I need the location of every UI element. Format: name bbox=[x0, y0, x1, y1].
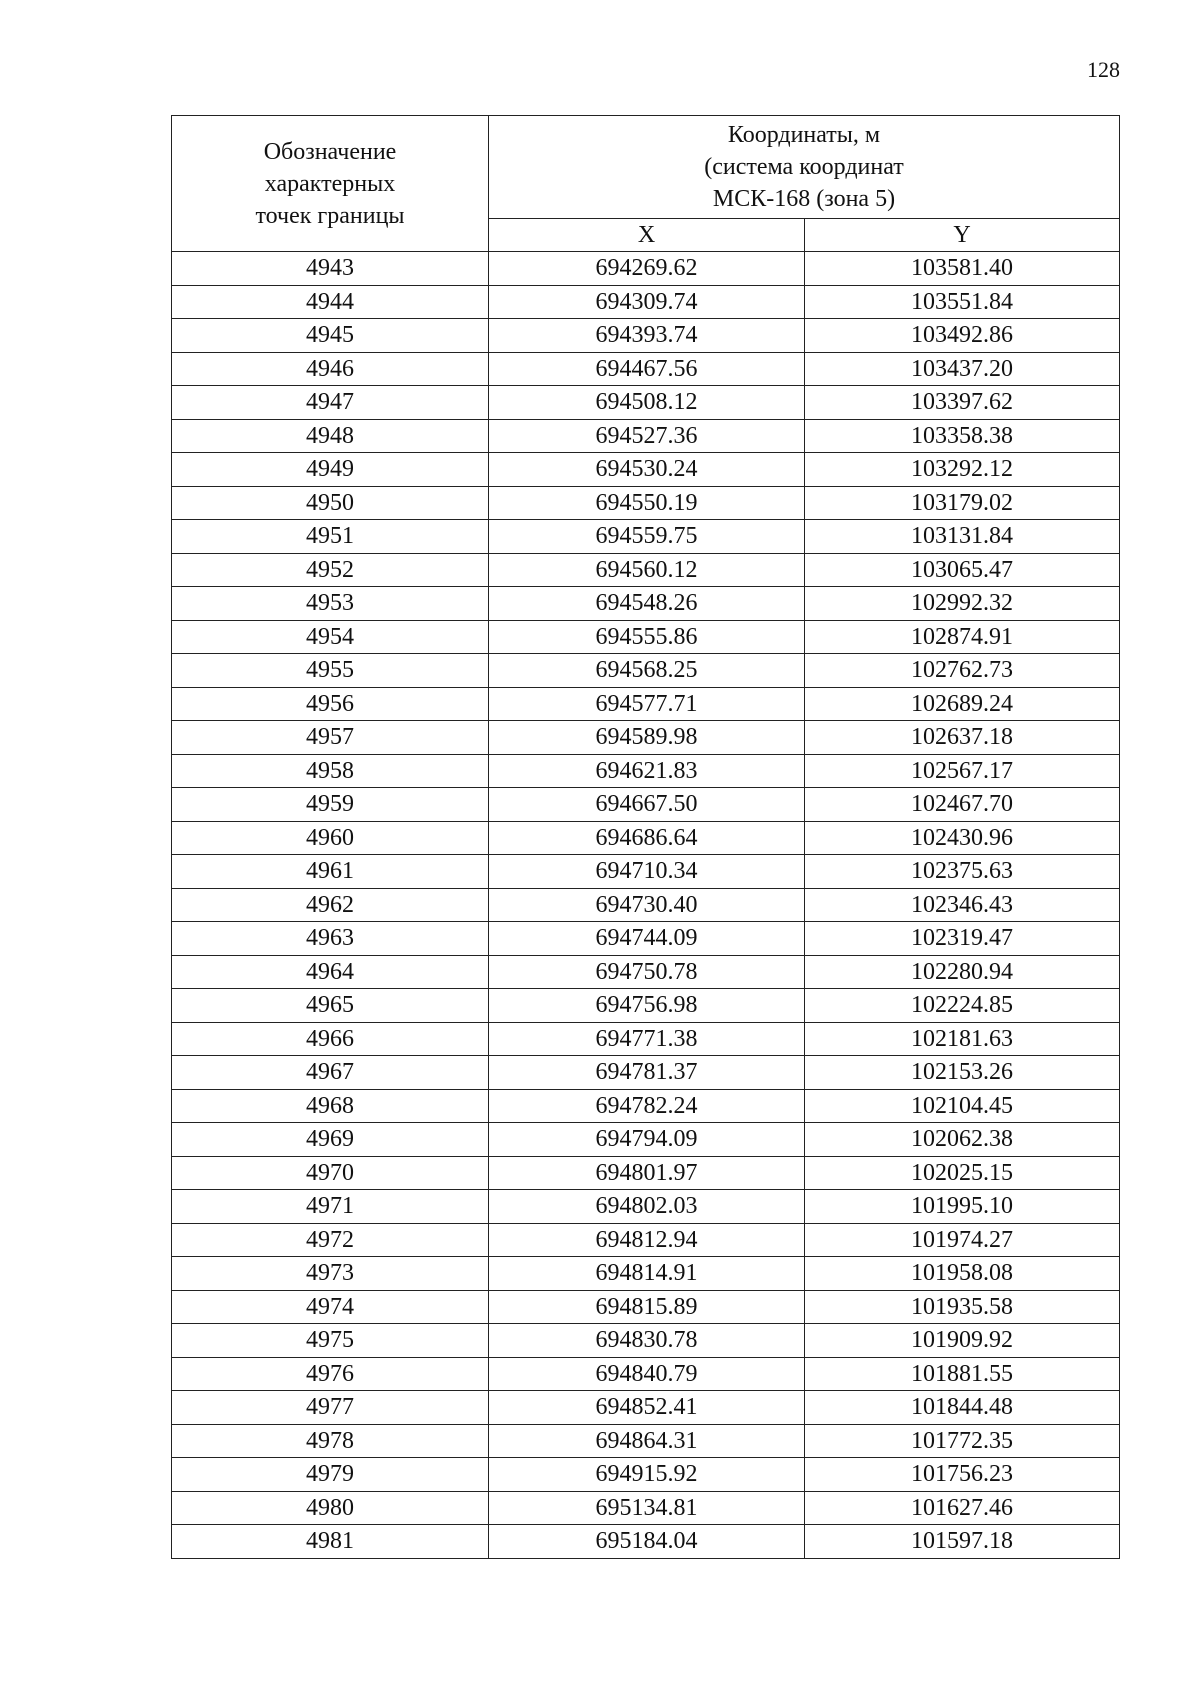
point-cell: 4951 bbox=[172, 520, 489, 554]
x-coordinate-cell: 694802.03 bbox=[489, 1190, 805, 1224]
table-row bbox=[172, 1257, 1120, 1291]
point-header-line: точек границы bbox=[255, 202, 405, 229]
table-row bbox=[172, 1223, 1120, 1257]
x-coordinate-cell: 694667.50 bbox=[489, 788, 805, 822]
table-row bbox=[172, 888, 1120, 922]
y-coordinate-cell: 103179.02 bbox=[805, 486, 1120, 520]
table-row bbox=[172, 754, 1120, 788]
y-coordinate-cell: 101844.48 bbox=[805, 1391, 1120, 1425]
x-coordinate-cell: 694756.98 bbox=[489, 989, 805, 1023]
x-coordinate-cell: 694840.79 bbox=[489, 1357, 805, 1391]
x-coordinate-cell: 694864.31 bbox=[489, 1424, 805, 1458]
x-coordinate-cell: 694467.56 bbox=[489, 352, 805, 386]
point-cell: 4980 bbox=[172, 1491, 489, 1525]
y-coordinate-cell: 103581.40 bbox=[805, 252, 1120, 286]
y-coordinate-cell: 102153.26 bbox=[805, 1056, 1120, 1090]
point-cell: 4955 bbox=[172, 654, 489, 688]
table-row bbox=[172, 1290, 1120, 1324]
table-row bbox=[172, 486, 1120, 520]
y-coordinate-cell: 101881.55 bbox=[805, 1357, 1120, 1391]
x-coordinate-cell: 694527.36 bbox=[489, 419, 805, 453]
y-coordinate-cell: 102181.63 bbox=[805, 1022, 1120, 1056]
y-coordinate-cell: 103358.38 bbox=[805, 419, 1120, 453]
y-coordinate-cell: 102874.91 bbox=[805, 620, 1120, 654]
table-header bbox=[172, 116, 1120, 252]
table-row bbox=[172, 721, 1120, 755]
x-coordinate-cell: 694559.75 bbox=[489, 520, 805, 554]
x-coordinate-cell: 694710.34 bbox=[489, 855, 805, 889]
point-cell: 4957 bbox=[172, 721, 489, 755]
y-coordinate-cell: 101995.10 bbox=[805, 1190, 1120, 1224]
x-coordinate-cell: 695134.81 bbox=[489, 1491, 805, 1525]
y-column-header: Y bbox=[805, 219, 1120, 252]
point-cell: 4975 bbox=[172, 1324, 489, 1358]
coords-header-line: МСК-168 (зона 5) bbox=[712, 186, 896, 212]
point-cell: 4960 bbox=[172, 821, 489, 855]
y-coordinate-cell: 103551.84 bbox=[805, 285, 1120, 319]
x-column-header: X bbox=[489, 219, 805, 252]
x-coordinate-cell: 694589.98 bbox=[489, 721, 805, 755]
point-header-line: характерных bbox=[264, 170, 396, 197]
table-row bbox=[172, 1190, 1120, 1224]
coordinates-table bbox=[171, 115, 1120, 1559]
y-coordinate-cell: 103437.20 bbox=[805, 352, 1120, 386]
table-row bbox=[172, 520, 1120, 554]
table-row bbox=[172, 352, 1120, 386]
point-cell: 4947 bbox=[172, 386, 489, 420]
table-row bbox=[172, 453, 1120, 487]
table-row bbox=[172, 1056, 1120, 1090]
y-coordinate-cell: 102346.43 bbox=[805, 888, 1120, 922]
point-cell: 4952 bbox=[172, 553, 489, 587]
table-row bbox=[172, 319, 1120, 353]
point-cell: 4954 bbox=[172, 620, 489, 654]
y-coordinate-cell: 102467.70 bbox=[805, 788, 1120, 822]
y-coordinate-cell: 102319.47 bbox=[805, 922, 1120, 956]
point-cell: 4970 bbox=[172, 1156, 489, 1190]
point-cell: 4977 bbox=[172, 1391, 489, 1425]
coords-header-line: Координаты, м bbox=[727, 122, 881, 148]
x-coordinate-cell: 694550.19 bbox=[489, 486, 805, 520]
table-row bbox=[172, 553, 1120, 587]
point-cell: 4974 bbox=[172, 1290, 489, 1324]
point-cell: 4959 bbox=[172, 788, 489, 822]
table-row bbox=[172, 252, 1120, 286]
table-row bbox=[172, 1424, 1120, 1458]
point-designation-header bbox=[172, 116, 489, 252]
point-cell: 4964 bbox=[172, 955, 489, 989]
x-coordinate-cell: 694794.09 bbox=[489, 1123, 805, 1157]
y-coordinate-cell: 101597.18 bbox=[805, 1525, 1120, 1559]
table-row bbox=[172, 1123, 1120, 1157]
x-coordinate-cell: 694781.37 bbox=[489, 1056, 805, 1090]
y-coordinate-cell: 103131.84 bbox=[805, 520, 1120, 554]
y-coordinate-cell: 103065.47 bbox=[805, 553, 1120, 587]
y-coordinate-cell: 102689.24 bbox=[805, 687, 1120, 721]
point-cell: 4969 bbox=[172, 1123, 489, 1157]
y-coordinate-cell: 102762.73 bbox=[805, 654, 1120, 688]
x-coordinate-cell: 695184.04 bbox=[489, 1525, 805, 1559]
x-coordinate-cell: 694560.12 bbox=[489, 553, 805, 587]
y-coordinate-cell: 103492.86 bbox=[805, 319, 1120, 353]
y-coordinate-cell: 102567.17 bbox=[805, 754, 1120, 788]
y-coordinate-cell: 102280.94 bbox=[805, 955, 1120, 989]
point-cell: 4950 bbox=[172, 486, 489, 520]
point-cell: 4956 bbox=[172, 687, 489, 721]
x-coordinate-cell: 694730.40 bbox=[489, 888, 805, 922]
point-cell: 4946 bbox=[172, 352, 489, 386]
y-coordinate-cell: 103292.12 bbox=[805, 453, 1120, 487]
point-cell: 4943 bbox=[172, 252, 489, 286]
y-coordinate-cell: 101935.58 bbox=[805, 1290, 1120, 1324]
x-coordinate-cell: 694915.92 bbox=[489, 1458, 805, 1492]
x-coordinate-cell: 694568.25 bbox=[489, 654, 805, 688]
table-row bbox=[172, 654, 1120, 688]
x-coordinate-cell: 694801.97 bbox=[489, 1156, 805, 1190]
y-coordinate-cell: 101958.08 bbox=[805, 1257, 1120, 1291]
x-coordinate-cell: 694830.78 bbox=[489, 1324, 805, 1358]
point-cell: 4953 bbox=[172, 587, 489, 621]
y-coordinate-cell: 102430.96 bbox=[805, 821, 1120, 855]
table-row bbox=[172, 855, 1120, 889]
table-row bbox=[172, 587, 1120, 621]
table-row bbox=[172, 788, 1120, 822]
table-row bbox=[172, 1022, 1120, 1056]
table-row bbox=[172, 1357, 1120, 1391]
x-coordinate-cell: 694782.24 bbox=[489, 1089, 805, 1123]
table-row bbox=[172, 1156, 1120, 1190]
table-row bbox=[172, 989, 1120, 1023]
x-coordinate-cell: 694750.78 bbox=[489, 955, 805, 989]
point-cell: 4945 bbox=[172, 319, 489, 353]
x-coordinate-cell: 694771.38 bbox=[489, 1022, 805, 1056]
point-cell: 4961 bbox=[172, 855, 489, 889]
point-cell: 4973 bbox=[172, 1257, 489, 1291]
y-coordinate-cell: 103397.62 bbox=[805, 386, 1120, 420]
table-row bbox=[172, 419, 1120, 453]
table-row bbox=[172, 1525, 1120, 1559]
y-coordinate-cell: 102992.32 bbox=[805, 587, 1120, 621]
table-body bbox=[172, 252, 1120, 1559]
point-cell: 4965 bbox=[172, 989, 489, 1023]
y-coordinate-cell: 101974.27 bbox=[805, 1223, 1120, 1257]
table-row bbox=[172, 620, 1120, 654]
x-coordinate-cell: 694686.64 bbox=[489, 821, 805, 855]
table-row bbox=[172, 687, 1120, 721]
x-coordinate-cell: 694269.62 bbox=[489, 252, 805, 286]
x-coordinate-cell: 694621.83 bbox=[489, 754, 805, 788]
point-cell: 4981 bbox=[172, 1525, 489, 1559]
x-coordinate-cell: 694555.86 bbox=[489, 620, 805, 654]
y-coordinate-cell: 102224.85 bbox=[805, 989, 1120, 1023]
y-coordinate-cell: 102637.18 bbox=[805, 721, 1120, 755]
table-row bbox=[172, 1458, 1120, 1492]
table-row bbox=[172, 955, 1120, 989]
y-coordinate-cell: 102104.45 bbox=[805, 1089, 1120, 1123]
point-cell: 4944 bbox=[172, 285, 489, 319]
point-header-line: Обозначение bbox=[263, 138, 397, 165]
point-cell: 4971 bbox=[172, 1190, 489, 1224]
x-coordinate-cell: 694530.24 bbox=[489, 453, 805, 487]
point-cell: 4966 bbox=[172, 1022, 489, 1056]
page-number: 128 bbox=[1087, 57, 1120, 82]
y-coordinate-cell: 102025.15 bbox=[805, 1156, 1120, 1190]
point-cell: 4978 bbox=[172, 1424, 489, 1458]
table-row bbox=[172, 1089, 1120, 1123]
x-coordinate-cell: 694508.12 bbox=[489, 386, 805, 420]
point-cell: 4967 bbox=[172, 1056, 489, 1090]
y-coordinate-cell: 101627.46 bbox=[805, 1491, 1120, 1525]
point-cell: 4962 bbox=[172, 888, 489, 922]
table-row bbox=[172, 1491, 1120, 1525]
point-cell: 4979 bbox=[172, 1458, 489, 1492]
x-coordinate-cell: 694852.41 bbox=[489, 1391, 805, 1425]
point-cell: 4963 bbox=[172, 922, 489, 956]
y-coordinate-cell: 102375.63 bbox=[805, 855, 1120, 889]
y-coordinate-cell: 101756.23 bbox=[805, 1458, 1120, 1492]
point-cell: 4949 bbox=[172, 453, 489, 487]
x-coordinate-cell: 694577.71 bbox=[489, 687, 805, 721]
x-coordinate-cell: 694393.74 bbox=[489, 319, 805, 353]
x-coordinate-cell: 694309.74 bbox=[489, 285, 805, 319]
table-row bbox=[172, 1324, 1120, 1358]
table-row bbox=[172, 386, 1120, 420]
table-row bbox=[172, 922, 1120, 956]
x-coordinate-cell: 694812.94 bbox=[489, 1223, 805, 1257]
table-row bbox=[172, 821, 1120, 855]
point-cell: 4972 bbox=[172, 1223, 489, 1257]
coordinates-header bbox=[489, 116, 1120, 219]
y-coordinate-cell: 102062.38 bbox=[805, 1123, 1120, 1157]
table-row bbox=[172, 1391, 1120, 1425]
x-coordinate-cell: 694548.26 bbox=[489, 587, 805, 621]
x-coordinate-cell: 694814.91 bbox=[489, 1257, 805, 1291]
x-coordinate-cell: 694815.89 bbox=[489, 1290, 805, 1324]
point-cell: 4968 bbox=[172, 1089, 489, 1123]
point-cell: 4958 bbox=[172, 754, 489, 788]
x-coordinate-cell: 694744.09 bbox=[489, 922, 805, 956]
table-row bbox=[172, 285, 1120, 319]
y-coordinate-cell: 101909.92 bbox=[805, 1324, 1120, 1358]
point-cell: 4948 bbox=[172, 419, 489, 453]
coords-header-line: (система координат bbox=[704, 154, 904, 180]
point-cell: 4976 bbox=[172, 1357, 489, 1391]
y-coordinate-cell: 101772.35 bbox=[805, 1424, 1120, 1458]
